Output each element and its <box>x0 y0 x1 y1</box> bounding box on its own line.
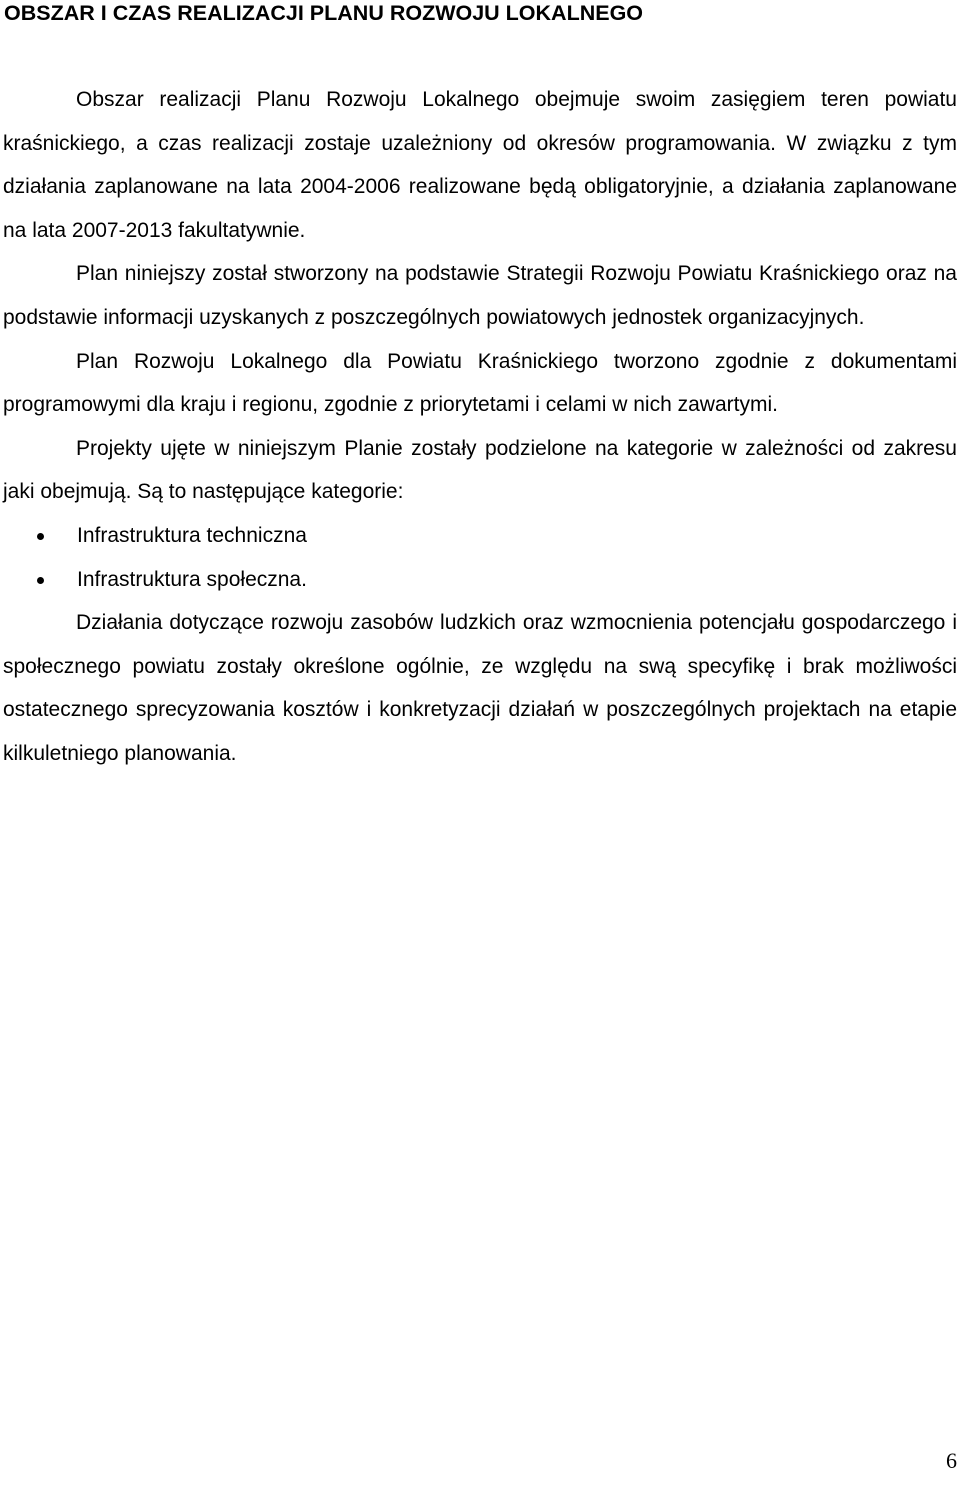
list-item <box>3 514 957 558</box>
paragraph-plan-basis: Plan niniejszy został stworzony na podstawie Strategii Rozwoju Powiatu Kraśnickiego oraz na podstawie informacji uzyskanych z poszczególnych powiatowych jednostek organizacyjnych. <box>3 262 957 329</box>
bullet-icon <box>37 577 44 584</box>
list-item-label: Infrastruktura społeczna. <box>77 567 307 591</box>
category-list <box>3 514 957 601</box>
list-item <box>3 558 957 602</box>
document-body <box>3 78 957 776</box>
list-item-label: Infrastruktura techniczna <box>77 523 307 547</box>
page-number: 6 <box>946 1448 957 1473</box>
bullet-icon <box>37 533 44 540</box>
paragraph-project-categories: Projekty ujęte w niniejszym Planie zostały podzielone na kategorie w zależności od zakresu jaki obejmują. Są to następujące kategorie: <box>3 436 957 504</box>
paragraph-plan-compliance: Plan Rozwoju Lokalnego dla Powiatu Kraśnickiego tworzono zgodnie z dokumentami programowymi dla kraju i regionu, zgodnie z priorytetami i celami w nich zawartymi. <box>3 349 957 417</box>
paragraph-area-and-time: Obszar realizacji Planu Rozwoju Lokalnego obejmuje swoim zasięgiem teren powiatu kraśnickiego, a czas realizacji zostaje uzależniony od okresów programowania. W związku z tym działania zaplanowane na lata 2004-2006 realizowane będą obligatoryjnie, a działania zaplanowane na lata 2007-2013 fakultatywnie. <box>3 88 957 242</box>
paragraph-human-resources: Działania dotyczące rozwoju zasobów ludzkich oraz wzmocnienia potencjału gospodarczego i społecznego powiatu zostały określone ogólnie, ze względu na swą specyfikę i brak możliwości ostatecznego sprecyzowania kosztów i konkretyzacji działań w poszczególnych projektach na etapie kilkuletniego planowania. <box>3 611 957 765</box>
section-heading: OBSZAR I CZAS REALIZACJI PLANU ROZWOJU LOKALNEGO <box>4 1 644 25</box>
